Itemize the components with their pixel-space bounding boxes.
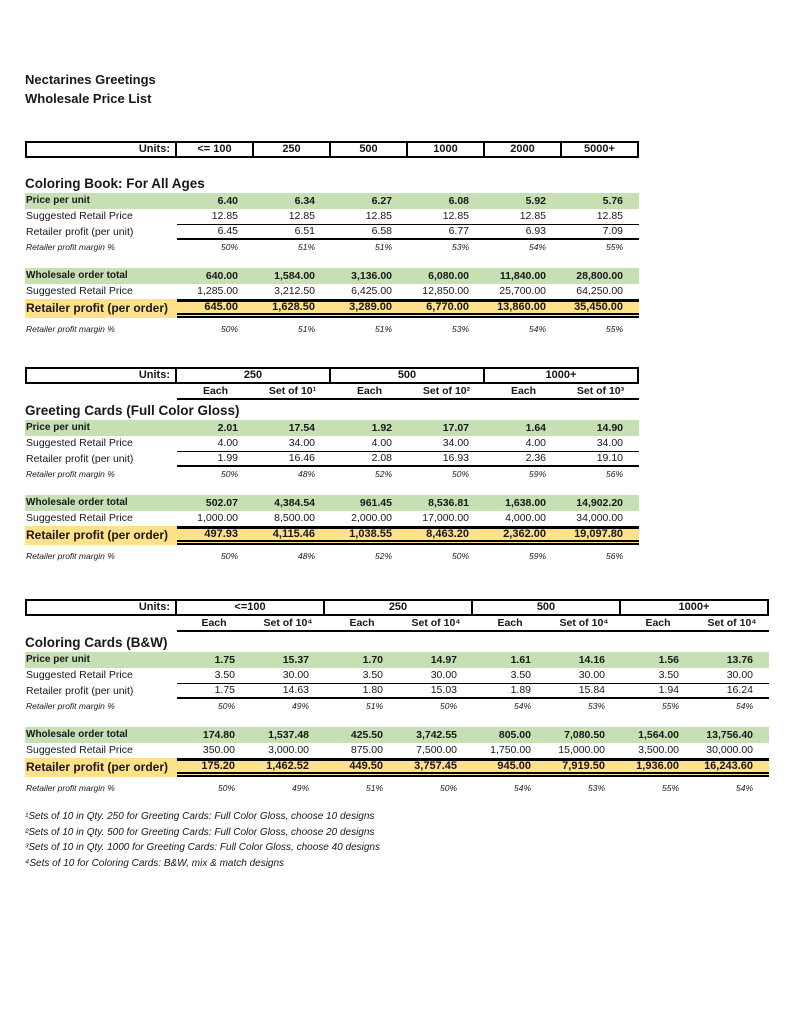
table-row-margin — [25, 468, 639, 480]
value-cell: 28,800.00 — [576, 270, 623, 282]
value-cell: 425.50 — [350, 729, 383, 741]
value-cell: 1.56 — [658, 654, 679, 666]
table-row-retail — [25, 511, 639, 526]
units-header-label: Units: — [138, 143, 170, 155]
value-cell: 961.45 — [359, 497, 392, 509]
value-cell: 5.76 — [602, 195, 623, 207]
units-quantity-header: 1000+ — [483, 369, 637, 382]
table-row-retail — [25, 209, 639, 224]
greeting-cards-table — [25, 367, 639, 562]
row-label: Price per unit — [26, 195, 90, 206]
units-header-label: Units: — [138, 601, 170, 613]
value-cell: 1,285.00 — [197, 285, 238, 297]
units-quantity-header: 1000 — [406, 143, 483, 156]
table-row-profit-order — [25, 758, 769, 777]
footnotes — [25, 809, 791, 871]
units-quantity-header: 250 — [252, 143, 329, 156]
value-cell: 1,628.50 — [272, 301, 315, 313]
value-cell: 55% — [661, 783, 679, 793]
table-row-profit-unit — [25, 451, 639, 467]
value-cell: 51% — [365, 783, 383, 793]
value-cell: 645.00 — [204, 301, 238, 313]
value-cell: 54% — [513, 783, 531, 793]
value-cell: 6.58 — [371, 225, 392, 237]
units-quantity-header: 500 — [329, 143, 406, 156]
table-row-price — [25, 193, 639, 209]
row-values — [177, 468, 639, 480]
value-cell: 51% — [374, 324, 392, 334]
value-cell: 12.85 — [365, 210, 392, 222]
value-cell: 12.85 — [288, 210, 315, 222]
units-quantity-header: 5000+ — [560, 143, 637, 156]
pack-type-header: Set of 10⁴ — [251, 616, 325, 632]
value-cell: 945.00 — [497, 760, 531, 772]
value-cell: 12.85 — [596, 210, 623, 222]
value-cell: 1.70 — [362, 654, 383, 666]
row-values — [177, 683, 769, 699]
value-cell: 17.07 — [442, 422, 469, 434]
value-cell: 6,770.00 — [426, 301, 469, 313]
table-row-retail — [25, 668, 769, 683]
value-cell: 805.00 — [498, 729, 531, 741]
table-row-retail — [25, 436, 639, 451]
value-cell: 50% — [220, 242, 238, 252]
coloring-book-table — [25, 141, 639, 335]
units-quantity-header: 2000 — [483, 143, 560, 156]
value-cell: 3,212.50 — [274, 285, 315, 297]
value-cell: 8,536.81 — [428, 497, 469, 509]
table-row-profit-unit — [25, 224, 639, 240]
value-cell: 6.45 — [217, 225, 238, 237]
value-cell: 13,756.40 — [706, 729, 753, 741]
row-values — [177, 495, 639, 511]
value-cell: 6.51 — [294, 225, 315, 237]
table-row-retail — [25, 743, 769, 758]
row-values — [177, 224, 639, 240]
table-row-profit-order — [25, 526, 639, 545]
value-cell: 54% — [513, 701, 531, 711]
value-cell: 55% — [605, 324, 623, 334]
value-cell: 11,840.00 — [499, 270, 546, 282]
units-header-label: Units: — [138, 369, 170, 381]
pack-type-header: Each — [325, 616, 399, 632]
row-values — [177, 323, 639, 335]
row-values — [177, 299, 639, 318]
value-cell: 25,700.00 — [499, 285, 546, 297]
row-label: Suggested Retail Price — [26, 437, 133, 449]
section-title: Coloring Cards (B&W) — [25, 635, 168, 650]
value-cell: 52% — [374, 469, 392, 479]
value-cell: 1,537.48 — [268, 729, 309, 741]
row-label: Retailer profit margin % — [26, 324, 115, 334]
row-values — [177, 193, 639, 209]
value-cell: 6.93 — [525, 225, 546, 237]
row-values — [177, 743, 769, 758]
row-values — [177, 668, 769, 683]
value-cell: 4.00 — [371, 437, 392, 449]
value-cell: 12.85 — [211, 210, 238, 222]
value-cell: 502.07 — [205, 497, 238, 509]
value-cell: 1.75 — [214, 654, 235, 666]
value-cell: 54% — [735, 701, 753, 711]
table-row-retail — [25, 284, 639, 299]
value-cell: 48% — [297, 551, 315, 561]
row-label: Suggested Retail Price — [26, 669, 133, 681]
pack-type-header: Each — [621, 616, 695, 632]
value-cell: 50% — [451, 551, 469, 561]
value-cell: 51% — [365, 701, 383, 711]
value-cell: 34,000.00 — [576, 512, 623, 524]
value-cell: 12.85 — [442, 210, 469, 222]
value-cell: 53% — [587, 701, 605, 711]
value-cell: 50% — [217, 701, 235, 711]
pack-type-header-row — [25, 616, 769, 632]
pack-type-header: Each — [177, 384, 254, 400]
row-values — [177, 511, 639, 526]
footnote-4: ⁴Sets of 10 for Coloring Cards: B&W, mix & match designs — [25, 857, 285, 869]
value-cell: 14,902.20 — [576, 497, 623, 509]
value-cell: 3,757.45 — [414, 760, 457, 772]
value-cell: 4,000.00 — [505, 512, 546, 524]
coloring-cards-block-2 — [25, 727, 769, 794]
value-cell: 3,000.00 — [268, 744, 309, 756]
value-cell: 2,000.00 — [351, 512, 392, 524]
value-cell: 15,000.00 — [558, 744, 605, 756]
value-cell: 6,425.00 — [351, 285, 392, 297]
value-cell: 3.50 — [362, 669, 383, 681]
row-values — [177, 451, 639, 467]
row-label: Retailer profit (per unit) — [26, 453, 134, 465]
row-label: Retailer profit margin % — [26, 701, 115, 711]
row-label: Retailer profit margin % — [26, 783, 115, 793]
row-values — [177, 758, 769, 777]
value-cell: 8,500.00 — [274, 512, 315, 524]
value-cell: 49% — [291, 783, 309, 793]
value-cell: 12.85 — [519, 210, 546, 222]
units-quantity-header: 250 — [323, 601, 471, 614]
value-cell: 2.36 — [525, 452, 546, 464]
value-cell: 14.97 — [430, 654, 457, 666]
value-cell: 1,564.00 — [638, 729, 679, 741]
row-label: Suggested Retail Price — [26, 210, 133, 222]
value-cell: 50% — [220, 469, 238, 479]
row-values — [177, 241, 639, 253]
value-cell: 1.94 — [658, 684, 679, 696]
row-label: Suggested Retail Price — [26, 285, 133, 297]
pack-type-header-row — [25, 384, 639, 400]
value-cell: 1.80 — [362, 684, 383, 696]
row-label: Retailer profit (per order) — [26, 301, 169, 315]
row-values — [177, 284, 639, 299]
footnote-2: ²Sets of 10 in Qty. 500 for Greeting Cards: Full Color Gloss, choose 20 designs — [25, 826, 375, 838]
value-cell: 4,115.46 — [272, 528, 315, 540]
units-quantity-header: 250 — [175, 369, 329, 382]
section-title: Coloring Book: For All Ages — [25, 176, 205, 191]
pack-type-header: Set of 10² — [408, 384, 485, 400]
coloring-cards-table — [25, 599, 769, 794]
value-cell: 1,462.52 — [266, 760, 309, 772]
value-cell: 50% — [439, 783, 457, 793]
table-row-margin — [25, 550, 639, 562]
units-quantity-header: <= 100 — [175, 143, 252, 156]
pricing-tables — [25, 141, 791, 794]
title-line-2: Wholesale Price List — [25, 91, 152, 106]
value-cell: 2.08 — [371, 452, 392, 464]
value-cell: 7,500.00 — [416, 744, 457, 756]
value-cell: 449.50 — [349, 760, 383, 772]
row-values — [177, 700, 769, 712]
value-cell: 1.92 — [371, 422, 392, 434]
row-label: Retailer profit margin % — [26, 551, 115, 561]
value-cell: 19.10 — [596, 452, 623, 464]
value-cell: 51% — [297, 242, 315, 252]
value-cell: 59% — [528, 469, 546, 479]
row-label: Retailer profit (per order) — [26, 760, 169, 774]
value-cell: 30.00 — [578, 669, 605, 681]
units-quantity-header: 1000+ — [619, 601, 767, 614]
value-cell: 30.00 — [430, 669, 457, 681]
value-cell: 6.77 — [448, 225, 469, 237]
row-label: Suggested Retail Price — [26, 744, 133, 756]
value-cell: 1,750.00 — [490, 744, 531, 756]
coloring-book-block-2 — [25, 268, 639, 335]
value-cell: 7,919.50 — [562, 760, 605, 772]
value-cell: 34.00 — [442, 437, 469, 449]
row-label: Retailer profit (per unit) — [26, 685, 134, 697]
value-cell: 30,000.00 — [706, 744, 753, 756]
units-quantity-header: 500 — [329, 369, 483, 382]
value-cell: 50% — [217, 783, 235, 793]
value-cell: 3,289.00 — [349, 301, 392, 313]
value-cell: 14.16 — [578, 654, 605, 666]
value-cell: 14.90 — [596, 422, 623, 434]
value-cell: 4.00 — [217, 437, 238, 449]
value-cell: 48% — [297, 469, 315, 479]
value-cell: 51% — [297, 324, 315, 334]
row-label: Retailer profit margin % — [26, 242, 115, 252]
value-cell: 6.34 — [294, 195, 315, 207]
units-quantity-header: <=100 — [175, 601, 323, 614]
value-cell: 30.00 — [726, 669, 753, 681]
value-cell: 5.92 — [525, 195, 546, 207]
value-cell: 55% — [661, 701, 679, 711]
row-values — [177, 526, 639, 545]
value-cell: 50% — [439, 701, 457, 711]
value-cell: 16.93 — [442, 452, 469, 464]
row-values — [177, 782, 769, 794]
value-cell: 54% — [528, 324, 546, 334]
greeting-cards-block-1 — [25, 420, 639, 480]
table-row-margin — [25, 323, 639, 335]
table-row-margin — [25, 241, 639, 253]
row-values — [177, 436, 639, 451]
table-row-price — [25, 420, 639, 436]
value-cell: 12,850.00 — [422, 285, 469, 297]
value-cell: 19,097.80 — [574, 528, 623, 540]
subheader-spacer — [25, 616, 177, 632]
value-cell: 51% — [374, 242, 392, 252]
value-cell: 59% — [528, 551, 546, 561]
value-cell: 53% — [451, 242, 469, 252]
value-cell: 50% — [220, 551, 238, 561]
value-cell: 16.24 — [726, 684, 753, 696]
pack-type-header: Set of 10⁴ — [695, 616, 769, 632]
value-cell: 1,000.00 — [197, 512, 238, 524]
table-row-profit-unit — [25, 683, 769, 699]
value-cell: 53% — [587, 783, 605, 793]
value-cell: 497.93 — [204, 528, 238, 540]
row-label: Suggested Retail Price — [26, 512, 133, 524]
value-cell: 1,936.00 — [636, 760, 679, 772]
row-label: Wholesale order total — [26, 497, 128, 508]
value-cell: 6.40 — [217, 195, 238, 207]
pack-type-header: Set of 10¹ — [254, 384, 331, 400]
table-row-profit-order — [25, 299, 639, 318]
value-cell: 7.09 — [602, 225, 623, 237]
value-cell: 1.64 — [525, 422, 546, 434]
value-cell: 55% — [605, 242, 623, 252]
table-row-total — [25, 727, 769, 743]
value-cell: 30.00 — [282, 669, 309, 681]
value-cell: 15.03 — [430, 684, 457, 696]
value-cell: 17,000.00 — [422, 512, 469, 524]
section-title: Greeting Cards (Full Color Gloss) — [25, 403, 240, 418]
value-cell: 34.00 — [288, 437, 315, 449]
coloring-cards-block-1 — [25, 652, 769, 712]
units-header-row — [25, 367, 639, 384]
row-label: Wholesale order total — [26, 729, 128, 740]
value-cell: 35,450.00 — [574, 301, 623, 313]
row-label: Wholesale order total — [26, 270, 128, 281]
document-title — [25, 70, 791, 108]
value-cell: 16,243.60 — [704, 760, 753, 772]
row-values — [177, 550, 639, 562]
value-cell: 50% — [220, 324, 238, 334]
value-cell: 1.61 — [510, 654, 531, 666]
subheader-spacer — [25, 384, 177, 400]
value-cell: 56% — [605, 469, 623, 479]
value-cell: 52% — [374, 551, 392, 561]
value-cell: 49% — [291, 701, 309, 711]
value-cell: 2.01 — [217, 422, 238, 434]
value-cell: 174.80 — [202, 729, 235, 741]
units-header-row — [25, 599, 769, 616]
value-cell: 13,860.00 — [497, 301, 546, 313]
value-cell: 3,136.00 — [351, 270, 392, 282]
value-cell: 2,362.00 — [503, 528, 546, 540]
value-cell: 15.84 — [578, 684, 605, 696]
value-cell: 350.00 — [202, 744, 235, 756]
value-cell: 6,080.00 — [428, 270, 469, 282]
value-cell: 50% — [451, 469, 469, 479]
row-values — [177, 209, 639, 224]
value-cell: 3,500.00 — [638, 744, 679, 756]
value-cell: 13.76 — [726, 654, 753, 666]
value-cell: 64,250.00 — [576, 285, 623, 297]
row-values — [177, 727, 769, 743]
value-cell: 175.20 — [201, 760, 235, 772]
pack-type-header: Set of 10⁴ — [399, 616, 473, 632]
table-row-total — [25, 495, 639, 511]
value-cell: 16.46 — [288, 452, 315, 464]
table-row-price — [25, 652, 769, 668]
row-values — [177, 268, 639, 284]
value-cell: 6.27 — [371, 195, 392, 207]
value-cell: 1.89 — [510, 684, 531, 696]
pack-type-header: Each — [473, 616, 547, 632]
value-cell: 1.99 — [217, 452, 238, 464]
row-label: Price per unit — [26, 422, 90, 433]
value-cell: 1,638.00 — [505, 497, 546, 509]
value-cell: 14.63 — [282, 684, 309, 696]
units-header-row — [25, 141, 639, 158]
pack-type-header: Set of 10³ — [562, 384, 639, 400]
units-quantity-header: 500 — [471, 601, 619, 614]
value-cell: 1,584.00 — [274, 270, 315, 282]
row-values — [177, 420, 639, 436]
value-cell: 6.08 — [448, 195, 469, 207]
table-row-margin — [25, 782, 769, 794]
value-cell: 4.00 — [525, 437, 546, 449]
value-cell: 53% — [451, 324, 469, 334]
row-label: Retailer profit (per unit) — [26, 226, 134, 238]
value-cell: 15.37 — [282, 654, 309, 666]
value-cell: 3.50 — [214, 669, 235, 681]
greeting-cards-block-2 — [25, 495, 639, 562]
pack-type-header: Set of 10⁴ — [547, 616, 621, 632]
value-cell: 875.00 — [350, 744, 383, 756]
pack-type-header: Each — [331, 384, 408, 400]
value-cell: 1.75 — [214, 684, 235, 696]
value-cell: 56% — [605, 551, 623, 561]
coloring-book-block-1 — [25, 193, 639, 253]
pack-type-header: Each — [177, 616, 251, 632]
footnote-3: ³Sets of 10 in Qty. 1000 for Greeting Cards: Full Color Gloss, choose 40 designs — [25, 842, 380, 853]
value-cell: 3.50 — [658, 669, 679, 681]
row-values — [177, 652, 769, 668]
value-cell: 3.50 — [510, 669, 531, 681]
pack-type-header: Each — [485, 384, 562, 400]
value-cell: 17.54 — [288, 422, 315, 434]
title-line-1: Nectarines Greetings — [25, 72, 156, 87]
value-cell: 3,742.55 — [416, 729, 457, 741]
value-cell: 1,038.55 — [349, 528, 392, 540]
value-cell: 34.00 — [596, 437, 623, 449]
value-cell: 54% — [528, 242, 546, 252]
value-cell: 4,384.54 — [274, 497, 315, 509]
value-cell: 640.00 — [205, 270, 238, 282]
value-cell: 54% — [735, 783, 753, 793]
table-row-total — [25, 268, 639, 284]
row-label: Price per unit — [26, 654, 90, 665]
value-cell: 8,463.20 — [426, 528, 469, 540]
table-row-margin — [25, 700, 769, 712]
row-label: Retailer profit margin % — [26, 469, 115, 479]
value-cell: 7,080.50 — [564, 729, 605, 741]
footnote-1: ¹Sets of 10 in Qty. 250 for Greeting Cards: Full Color Gloss, choose 10 designs — [25, 811, 375, 822]
row-label: Retailer profit (per order) — [26, 528, 169, 542]
